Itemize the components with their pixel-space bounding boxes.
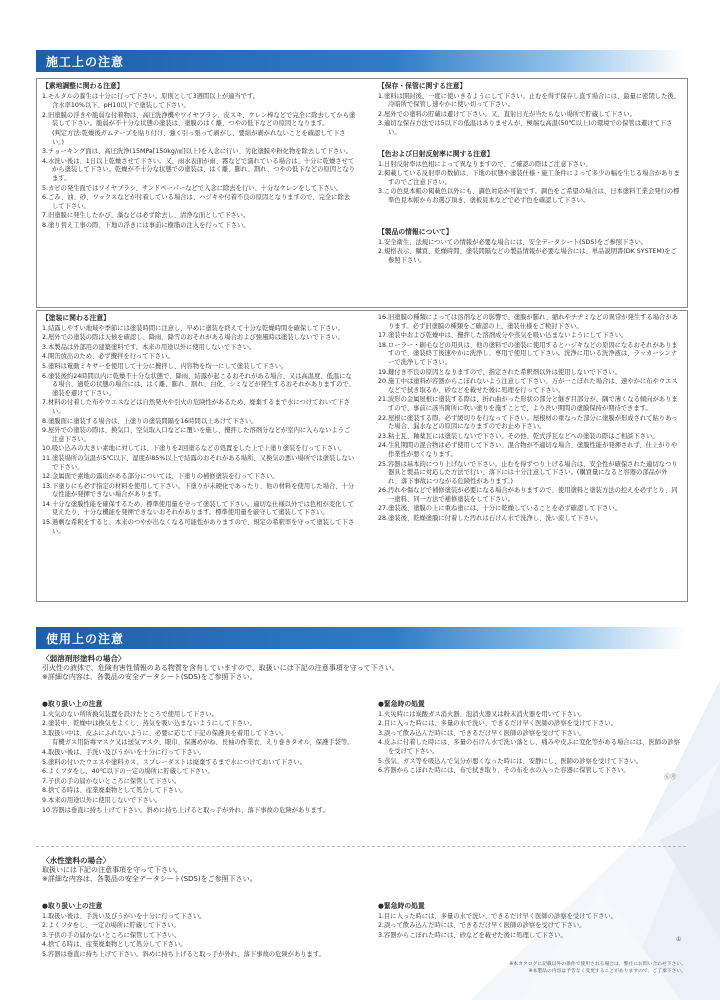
storage-item: 3.適切な保存方法では5以下の低温はありませんが、極端な高温(50℃以上)の環境での保管は避けて下さい。 <box>378 120 673 136</box>
product-info-item: 1.安全衛生、法規についての情報が必要な場合には、安全データシート(SDS)をご参照下さい。 <box>378 238 648 246</box>
solvent-handling-item: 有機ガス用防毒マスク又は送気マスク、眼巾、保護めがね、長袖の作業衣、えり巻きタオル、保護手袋等。 <box>52 739 354 747</box>
solvent-mark: ㊄㊊ <box>664 774 677 781</box>
solvent-emergency-heading: ●緊急時の処置 <box>378 700 425 708</box>
solvent-emergency-item: 3.誤って飲み込んだ時には、できるだけ早く医師の診察を受けて下さい。 <box>378 729 586 737</box>
painting-item: 5.塗料は電動ミキサーを使用して十分に攪拌し、内容物を均一にして塗装して下さい。 <box>42 362 288 370</box>
water-handling-item: 2.よくフタをし、一定の場所に貯蔵して下さい。 <box>42 922 180 930</box>
substrate-item: 4.水洗い後は、1日以上乾燥させて下さい。又、雨水表面が雨、霧などで濡れている場合は、十分に乾燥させてから塗装して下さい。乾燥が不十分な状態での塗装は、はく離、膨れ、割れ、つやの低下などの原因となります。 <box>42 157 356 182</box>
painting-item: 20.施工中は塗料が容器からこぼれないよう注意して下さい。万が一こぼれた場合は、速やかに布やウエスなどで拭き取るか、砂などを載せた後に処理を行って下さい。 <box>378 378 678 394</box>
solvent-handling-item: 4.取扱い後は、手洗い及びうがいを十分に行って下さい。 <box>42 748 206 756</box>
product-info-notes <box>378 228 680 266</box>
painting-item: 26.汚れや傷などで補修塗装が必要になる場合がありますので、使用塗料と塗装方法の控えを必ずとり、同一塗料、同一方法で補修塗装をして下さい。 <box>378 487 678 503</box>
solvent-handling-item: 8.捨てる時は、産業廃棄物として処分して下さい。 <box>42 787 187 795</box>
substrate-item: (判定方法:乾燥後ガムテープを貼り付け、強く引っ張って剥がし、要綿が剥がれないことを確認して下さい。) <box>52 129 346 146</box>
usage-title: 使用上の注意 <box>46 632 125 646</box>
painting-item: 25.容器は基本的につり上げないで下さい。止むを得ずつり上げる場合は、安全性が確保された適切なつり器具と製品に対応した方法で行い、落下には十分注意して下さい。(購買量になると容器の部品が外れ、落下事故につながる危険性があります。) <box>378 460 678 485</box>
painting-item: 7.材料の付着した布やウエスなどは自然発火や引火の危険性があるため、廃棄するまで水につけておいて下さい。 <box>42 399 350 415</box>
painting-item: 6.塗装後約24時間以内に乾燥不十分な状態で、降雨、結露が起こるおそれがある場合、又は高温度、低温になる場合、過乾の状態の場合には、はく離、膨れ、割れ、白化、シミなどが発生するおそれがありますので、塗装を避けて下さい。 <box>42 372 355 397</box>
painting-item: 21.波形の金属屋根に塗装する際は、折れ曲がった形状の部分と継ぎ目部分が、隅で薄くなる傾向がありますので、事前に該当箇所に吹い塗りを施すことで、より長い期間の塗膜保持が期待できます。 <box>378 396 678 412</box>
painting-item: 22.屋根に塗装する際、必ず緩切りを行なって下さい。屋根材の重なった部分に塗膜が形成されて貼りあった場合、漏水などの原因になりますのでお止め下さい。 <box>378 414 678 431</box>
substrate-item: 3.チョーキング面は、高圧洗浄(15MPa[150kg/㎠]以上)を入念に行い、劣化塗膜や粉化物を除去して下さい。 <box>42 148 352 156</box>
solvent-intro-text: 引火性の液体で、危険有害性情報のある物質を含有していますので、取扱いには下記の注意事項を守って下さい。 <box>42 663 399 672</box>
solvent-emergency-item: 2.目に入った時には、多量の水で洗い、できるだけ早く医師の診察を受けて下さい。 <box>378 720 617 728</box>
solvent-intro <box>42 654 682 683</box>
substrate-item: 7.旧塗膜に発生したかび、藻などは必ず除去し、清浄な面として下さい。 <box>42 212 250 220</box>
painting-item: 16.旧塗膜の種類によっては溶剤などの影響で、塗膜が膨れ、縮れやチヂミなどの異常が発生する場合があります。必ず旧塗膜の種類をご確認の上、塗装仕様をご検討下さい。 <box>378 314 678 330</box>
footnote: ※本製品の内容は予告なく変更することがありますので、ご了承下さい。 <box>528 968 686 974</box>
water-handling-item: 5.容器は垂直に持ち上げて下さい。斜めに持ち上げると取っ手が外れ、落下事故の危険があります。 <box>42 950 325 958</box>
product-info-heading: 【製品の情報について】 <box>378 228 453 236</box>
water-emergency-item: 2.誤って飲み込んだ時には、できるだけ早く医師の診察を受けて下さい。 <box>378 922 586 930</box>
painting-notes-left <box>42 314 356 537</box>
color-heading: 【色および日射反射率に関する注意】 <box>378 150 494 158</box>
footnotes <box>380 962 686 975</box>
water-heading: 〈水性塗料の場合〉 <box>42 856 111 865</box>
water-emergency-item: 1.目に入った時には、多量の水で洗い、できるだけ早く医師の診察を受けて下さい。 <box>378 912 617 920</box>
water-handling-item: 1.取扱い後は、手洗い及びうがいを十分に行って下さい。 <box>42 912 206 920</box>
solvent-emergency-item: 4.皮ふに付着した時には、多量の石けん水で洗い落とし、痛みや皮ふに変化等がある場合には、医師の診察を受けて下さい。 <box>378 739 680 755</box>
painting-item: 15.過剰な希釈をすると、本来のつやが出なくなる可能性がありますので、規定の希釈率を守って塗装して下さい。 <box>42 519 355 535</box>
water-mark: ① <box>676 936 682 943</box>
painting-item: 3.本製品は外部用の建築塗料です。本来の用途以外に使用しないで下さい。 <box>42 343 256 351</box>
painting-notes-right <box>378 314 680 525</box>
water-handling <box>42 902 360 961</box>
painting-item: 4.開缶放出のため、必ず攪拌を行って下さい。 <box>42 353 174 361</box>
solvent-handling-item: 3.取扱い中は、皮ふにふれないように、必要に応じて下記の保護具を着用して下さい。 <box>42 729 288 737</box>
solvent-handling-item: 7.子供の手の届かないところに保管して下さい。 <box>42 777 181 785</box>
usage-section-header <box>36 627 686 649</box>
background-geometric-art <box>360 640 720 1000</box>
storage-heading: 【保存・保管に関する注意】 <box>378 82 467 90</box>
water-emergency-item: 3.容器からこぼれた時には、砂などを載せた後に処理して下さい。 <box>378 931 567 939</box>
product-info-item: 2.規格表示、購買、乾燥時間、塗装間隔などの製品情報が必要な場合には、単品説明書(DK SYSTEM)をご参照下さい。 <box>378 248 677 264</box>
solvent-handling <box>42 700 360 816</box>
substrate-item: 5.カビの発生面ではワイヤブラシ、サンドペーパーなどで入念に除去を行い、十分なケレンをして下さい。 <box>42 184 343 192</box>
solvent-handling-item: 10.容器は垂直に持ち上げて下さい。斜めに持ち上げると取っ手が外れ、落下事故の危険があります。 <box>42 806 329 814</box>
water-handling-item: 4.捨てる時は、産業廃棄物として処分して下さい。 <box>42 941 187 949</box>
painting-item: 19.鍵付き不良の原因となりますので、指定された希釈剤以外は使用しないで下さい。 <box>378 368 621 376</box>
painting-item: 23.粘土瓦、釉薬瓦には塗装しないで下さい。その他、乾式浮瓦などへの塗装の際はご相談下さい。 <box>378 432 659 440</box>
water-handling-heading: ●取り扱い上の注意 <box>42 902 103 910</box>
substrate-item: 含水率10%以下、pH10以下で塗装して下さい。 <box>52 102 190 110</box>
painting-item: 18.ローラー・刷毛などの用具は、他の塗料での塗装に使用するとハジキなどの原因になるおそれがありますので、塗装終了後速やかに洗浄し、専用で使用して下さい。洗浄に用いる洗浄液は、ラッカーシンナーで洗浄して下さい。 <box>378 341 678 366</box>
water-emergency-heading: ●緊急時の処置 <box>378 902 425 910</box>
substrate-item: 8.塗り替え工事の際、下地の浮きには事前に樹脂の注入を行って下さい。 <box>42 221 250 229</box>
painting-item: 11.塗装場所の気温が5℃以下、湿度が85%以上で結露のおそれがある場所、又換気の悪い場所では塗装しないで下さい。 <box>42 454 355 471</box>
substrate-item: 6.ごみ、油、砂、ワックスなどが付着している場合は、ハジキや付着不良の原因となりますので、完全に除去して下さい。 <box>42 194 351 210</box>
substrate-item: 2.旧塗膜の浮きや脆弱な付着物は、高圧洗浄機やワイヤブラシ、皮スキ、ケレン棒などで完全に除去してから塗装して下さい。脆弱が不十分な状態の塗装は、塗膜のはく離、つやの低下などの原因となります。 <box>42 111 356 128</box>
painting-item: 12.金属面で素地の露出がある部分については、下塗りの補修塗装を行って下さい。 <box>42 473 279 481</box>
solvent-handling-item: 2.塗装中、乾燥中は換気をよくし、蒸気を吸い込まないようにして下さい。 <box>42 720 256 728</box>
solvent-handling-item: 5.塗料の付いたウエスや塗料カス、スプレーダストは廃棄するまで水につけておいて下さい。 <box>42 758 306 766</box>
color-item: 1.日射反射率は色相によって異なりますので、ご確認の際はご注意下さい。 <box>378 160 592 168</box>
water-sds-note: ※詳細な内容は、各製品の安全データシート(SDS)をご参照下さい。 <box>42 875 257 883</box>
water-handling-item: 3.子供の手の届かないところに保管して下さい。 <box>42 931 181 939</box>
solvent-handling-item: 6.よくフタをし、40℃以下の一定の場所に貯蔵して下さい。 <box>42 768 214 776</box>
painting-item: 10.吸い込みの大きい素地に対しては、下塗りを2回塗るなどの処置をした上で上塗り塗装を行って下さい。 <box>42 445 346 453</box>
water-intro <box>42 856 682 885</box>
usage-divider <box>36 846 686 847</box>
solvent-sds-note: ※詳細な内容は、各製品の安全データシート(SDS)をご参照下さい。 <box>42 673 257 681</box>
painting-heading: 【塗装に関わる注意】 <box>42 314 110 322</box>
solvent-handling-item: 9.本来の用途以外に使用しないで下さい。 <box>42 796 162 804</box>
solvent-handling-item: 1.火気のない所所換気装置を設けたところで使用して下さい。 <box>42 710 218 718</box>
water-emergency <box>378 902 680 941</box>
substrate-notes <box>42 82 356 232</box>
painting-item: 28.塗装後、乾燥塗膜に付着した汚れは石けん水で洗浄し、洗い流して下さい。 <box>378 515 603 523</box>
storage-notes <box>378 82 680 139</box>
painting-item: 17.塗装中および乾燥中は、攪拌した溶剤成分や蒸気を吸い込まないようにして下さい。 <box>378 332 628 340</box>
painting-item: 14.十分な塗膜性能を確保するため、標準使用量を守って塗装して下さい。適切な仕様以外では色相が変化して見えたり、十分な機能を発揮できないおそれがあります。標準使用量を厳守して塗装して下さい。 <box>42 500 355 517</box>
storage-item: 2.屋外での塗料の貯蔵は避けて下さい。又、直射日光が当たらない場所で貯蔵して下さい。 <box>378 110 636 118</box>
painting-item: 27.塗装後、塗膜の上に重ね塗には、十分に乾燥していることを必ず確認して下さい。 <box>378 505 621 513</box>
solvent-heading: 〈弱溶剤形塗料の場合〉 <box>42 654 126 663</box>
painting-item: 9.屋外での塗装の際は、換気口、空気取入口などに覆いを施し、攪拌した溶剤分などが室内に入らないようご注意下さい。 <box>42 427 351 443</box>
solvent-emergency <box>378 700 680 777</box>
color-notes <box>378 150 680 207</box>
solvent-emergency-item: 5.蒸気、ガス等を吸込んで気分が悪くなった時には、安静にし、医師の診察を受けて下さい。 <box>378 757 643 765</box>
solvent-emergency-item: 1.火災時には炭酸ガス消火器、泡消火器又は粉末消火器を用いて下さい。 <box>378 710 586 718</box>
painting-item: 1.結露しやすい地域や季節には塗装時間に注意し、早めに塗装を終えて十分な乾燥時間を確保して下さい。 <box>42 324 344 332</box>
solvent-emergency-item: 6.容器からこぼれた時には、布で拭き取り、その布を水の入った容器に保管して下さい。 <box>378 767 630 775</box>
solvent-handling-heading: ●取り扱い上の注意 <box>42 700 103 708</box>
substrate-item: 1.モルタルの養生は十分に行って下さい。原則として3週間以上が適当です。 <box>42 92 260 100</box>
color-item: 3.この色見本帳の掲載色以外にも、調色対応が可能です。調色をご希望の場合は、日本塗料工業会発行の標準色見本帳からお選び頂き、塗板見本などで必ず色を確認して下さい。 <box>378 188 680 204</box>
painting-item: 24.生乳期間の混合物は必ず使用して下さい。混合物が不適切な場合、塗膜性能が発揮されず、仕上がりや作業性が悪くなります。 <box>378 442 678 458</box>
storage-item: 1.塗料は開封後、一度に使いきるようにして下さい。止むを得ず保存し直す場合には、最量に密閉した後、冷暗所で保管し速やかに使い切って下さい。 <box>378 92 680 109</box>
color-item: 2.掲載している反射率の数値は、下地の状態や塗装仕様・施工条件によって多少の幅を生じる場合がありますのでご注意下さい。 <box>378 170 680 186</box>
construction-title: 施工上の注意 <box>46 55 125 69</box>
construction-section-header <box>36 50 686 72</box>
substrate-heading: 【素地調整に関わる注意】 <box>42 82 124 90</box>
water-intro-text: 取扱いには下記の注意事項を守って下さい。 <box>42 865 182 874</box>
footnote: ※本カタログに記載以外の条件で使用される場合は、弊社にお問い合わせ下さい。 <box>509 962 686 967</box>
painting-item: 13.下塗りにも必ず指定の材料を使用して下さい。下塗りが未硬化であったり、他の材料を使用した場合、十分な性能が発揮できない場合があります。 <box>42 482 355 499</box>
painting-item: 2.屋外での塗装の際は天候を確認し、降雨、降雪のおそれがある場合および強風時は塗装しないで下さい。 <box>42 334 344 342</box>
painting-item: 8.塗膜面に塗装する場合は、上塗りの塗装間隔を16時間以上あけて下さい。 <box>42 417 258 425</box>
